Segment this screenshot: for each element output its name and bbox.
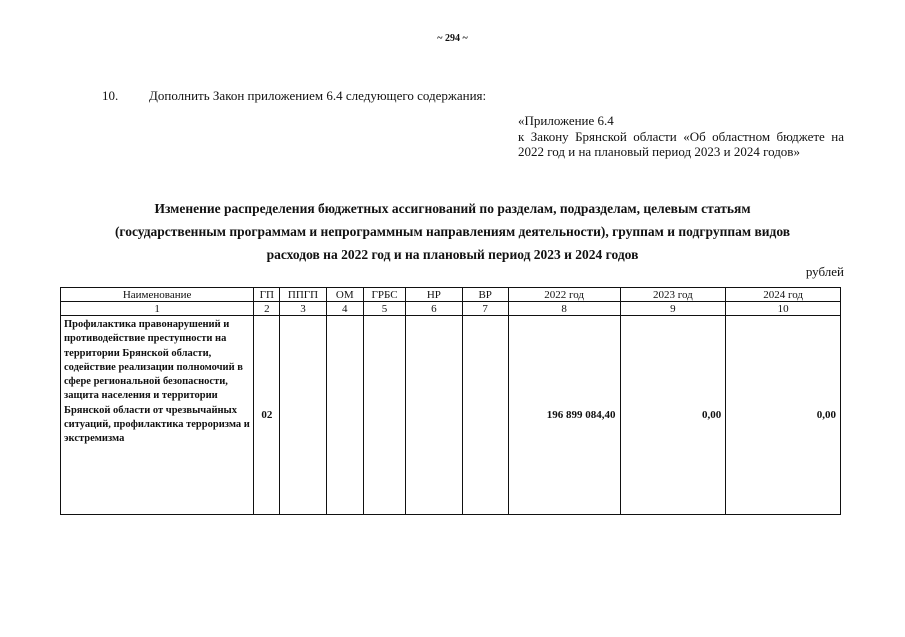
title-line-3: расходов на 2022 год и на плановый период 2023 и 2024 годов (266, 247, 639, 262)
item-number: 10. (102, 88, 119, 103)
item-text: Дополнить Закон приложением 6.4 следующего содержания: (149, 88, 487, 103)
document-title (60, 197, 845, 266)
row-ppgp (280, 316, 326, 515)
row-amount-2022: 196 899 084,40 (508, 316, 620, 515)
column-number: 6 (406, 302, 462, 316)
table-row (61, 316, 841, 515)
budget-table (60, 287, 841, 515)
row-amount-2023: 0,00 (620, 316, 726, 515)
currency-unit: рублей (805, 264, 844, 279)
appendix-title: «Приложение 6.4 (518, 113, 614, 128)
appendix-reference (518, 113, 844, 160)
amendment-item (102, 88, 486, 104)
row-nr (406, 316, 462, 515)
title-line-1: Изменение распределения бюджетных ассигнований по разделам, подразделам, целевым статьям (154, 201, 751, 216)
table-header-row (61, 288, 841, 302)
page-number: ~ 294 ~ (437, 33, 468, 44)
header-2022: 2022 год (508, 288, 620, 302)
column-number: 2 (254, 302, 280, 316)
column-number-row (61, 302, 841, 316)
header-gp: ГП (254, 288, 280, 302)
column-number: 7 (462, 302, 508, 316)
header-2024: 2024 год (726, 288, 841, 302)
row-grbs (363, 316, 405, 515)
header-ppgp: ППГП (280, 288, 326, 302)
header-grbs: ГРБС (363, 288, 405, 302)
column-number: 3 (280, 302, 326, 316)
row-om (326, 316, 363, 515)
column-number: 5 (363, 302, 405, 316)
header-nr: НР (406, 288, 462, 302)
column-number: 4 (326, 302, 363, 316)
column-number: 8 (508, 302, 620, 316)
header-2023: 2023 год (620, 288, 726, 302)
header-vr: ВР (462, 288, 508, 302)
appendix-text: к Закону Брянской области «Об областном бюджете на 2022 год и на плановый период 2023 и 2024 годов» (518, 128, 844, 159)
title-line-2: (государственным программам и непрограммным направлениям деятельности), группам и подгруппам видов (114, 224, 791, 239)
header-name: Наименование (61, 288, 254, 302)
column-number: 1 (61, 302, 254, 316)
row-name: Профилактика правонарушений и противодействие преступности на территории Брянской области, содействие реализации полномочий в сфере региональной безопасности, защита населения и территории Брянской области от чрезвычайных ситуаций, профилактика терроризма и экстремизма (61, 316, 254, 515)
row-amount-2024: 0,00 (726, 316, 841, 515)
column-number: 9 (620, 302, 726, 316)
row-gp: 02 (254, 316, 280, 515)
header-om: ОМ (326, 288, 363, 302)
column-number: 10 (726, 302, 841, 316)
row-vr (462, 316, 508, 515)
